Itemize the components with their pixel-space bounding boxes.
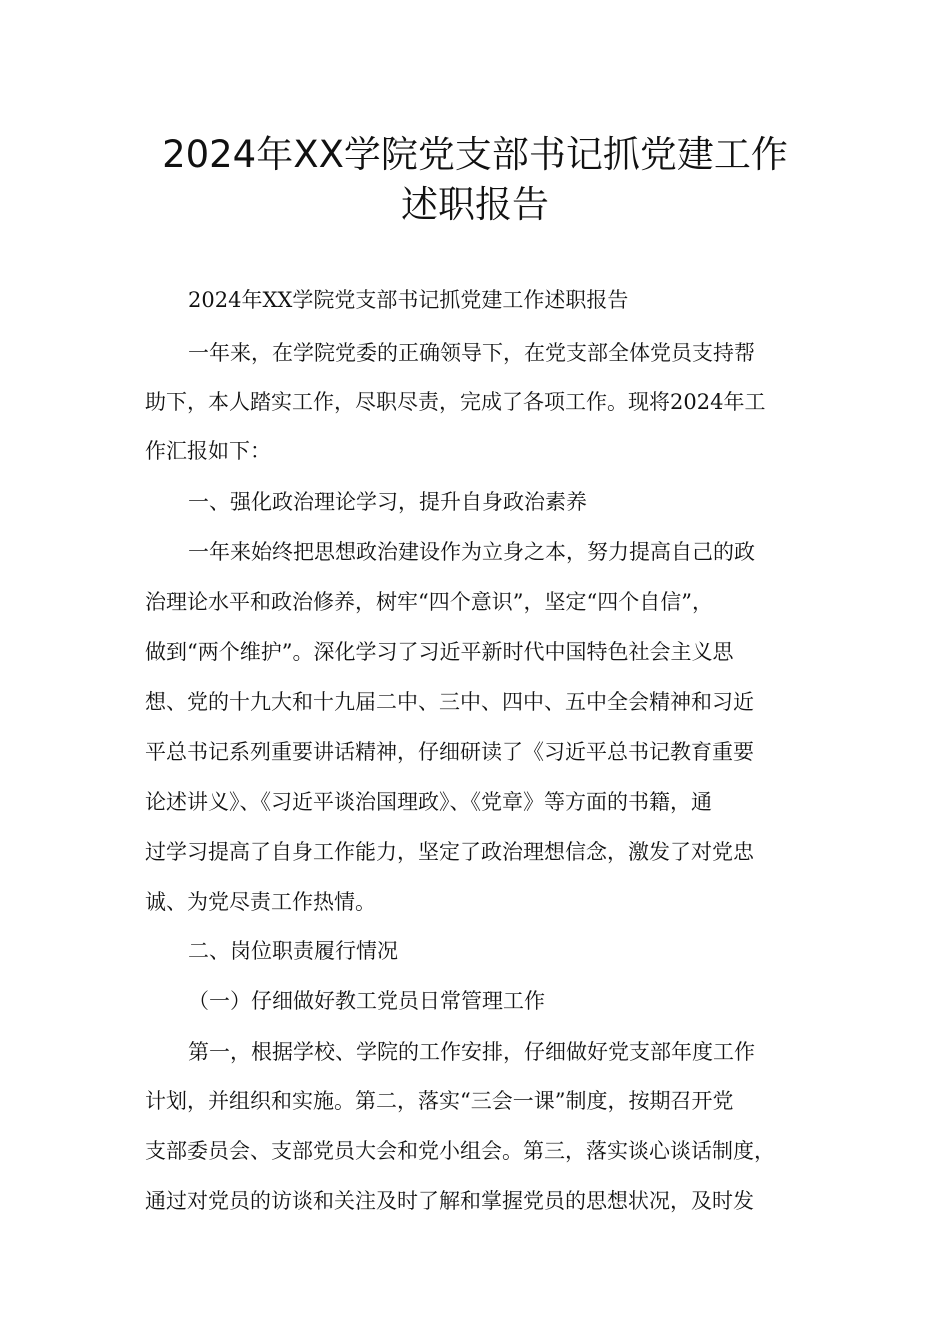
body-line: 支部委员会、支部党员大会和党小组会。第三，落实谈心谈话制度，	[145, 1139, 775, 1163]
body-line: 第一，根据学校、学院的工作安排，仔细做好党支部年度工作	[188, 1040, 755, 1064]
body-line: 2024年XX学院党支部书记抓党建工作述职报告	[188, 288, 629, 312]
body-line: 助下，本人踏实工作，尽职尽责，完成了各项工作。现将2024年工	[145, 390, 766, 414]
body-line: 平总书记系列重要讲话精神，仔细研读了《习近平总书记教育重要	[145, 740, 754, 764]
body-line: 诚、为党尽责工作热情。	[145, 890, 376, 914]
body-line: 过学习提高了自身工作能力，坚定了政治理想信念，激发了对党忠	[145, 840, 754, 864]
body-line: 通过对党员的访谈和关注及时了解和掌握党员的思想状况，及时发	[145, 1189, 754, 1213]
body-line: 治理论水平和政治修养，树牢“四个意识”，坚定“四个自信”，	[145, 590, 713, 614]
document-title-line-2: 述职报告	[401, 183, 549, 226]
body-line: 一年来始终把思想政治建设作为立身之本，努力提高自己的政	[188, 540, 755, 564]
section-heading: 二、岗位职责履行情况	[188, 939, 398, 963]
body-line: 论述讲义》、《习近平谈治国理政》、《党章》等方面的书籍，通	[145, 790, 712, 814]
document-title-line-1: 2024年XX学院党支部书记抓党建工作	[162, 133, 788, 176]
body-line: 一年来，在学院党委的正确领导下，在党支部全体党员支持帮	[188, 341, 755, 365]
section-heading: 一、强化政治理论学习，提升自身政治素养	[188, 490, 587, 514]
body-line: 计划，并组织和实施。第二，落实“三会一课”制度，按期召开党	[145, 1089, 734, 1113]
subsection-heading: （一）仔细做好教工党员日常管理工作	[188, 989, 545, 1013]
body-line: 作汇报如下：	[145, 439, 271, 463]
body-line: 做到“两个维护”。深化学习了习近平新时代中国特色社会主义思	[145, 640, 734, 664]
body-line: 想、党的十九大和十九届二中、三中、四中、五中全会精神和习近	[145, 690, 754, 714]
